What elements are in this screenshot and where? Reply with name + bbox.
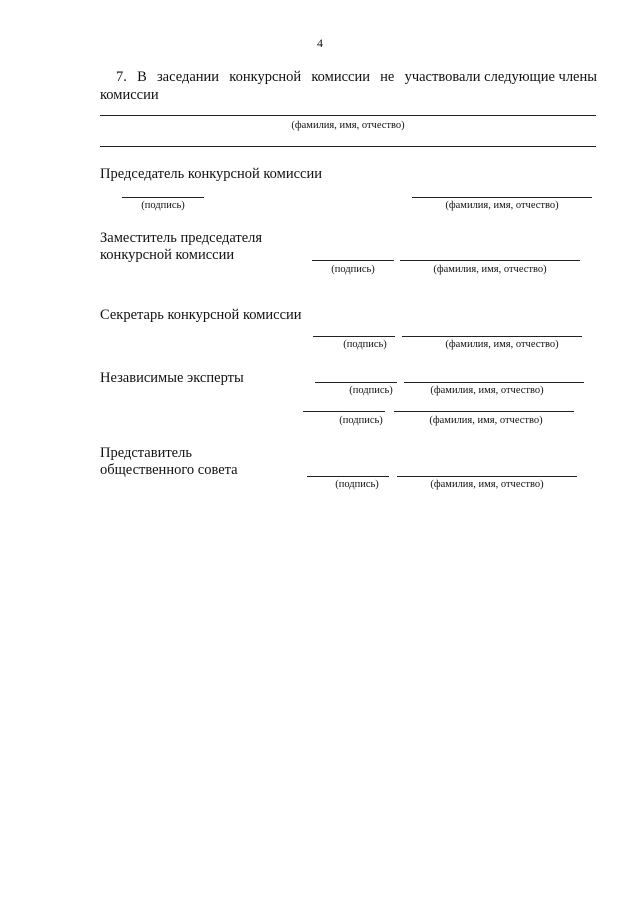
expert-2-fio-line[interactable] <box>394 411 574 412</box>
chairman-fio-line[interactable] <box>412 197 592 198</box>
fio-caption: (фамилия, имя, отчество) <box>429 415 543 426</box>
secretary-fio-line[interactable] <box>402 336 582 337</box>
council-fio-line[interactable] <box>397 476 577 477</box>
absent-members-line-1[interactable] <box>100 115 596 116</box>
fio-caption: (фамилия, имя, отчество) <box>433 264 547 275</box>
expert-1-fio-line[interactable] <box>404 382 584 383</box>
deputy-chairman-label-line-1: Заместитель председателя <box>100 230 263 246</box>
signature-caption: (подпись) <box>331 264 375 275</box>
paragraph-word: заседании <box>156 69 220 85</box>
fio-caption: (фамилия, имя, отчество) <box>445 339 559 350</box>
council-signature-line[interactable] <box>307 476 389 477</box>
council-rep-label-line-2: общественного совета <box>100 462 238 478</box>
absent-members-line-2[interactable] <box>100 146 596 147</box>
paragraph-word: участвовали следующие члены <box>404 69 597 85</box>
fio-caption: (фамилия, имя, отчество) <box>291 120 405 131</box>
signature-caption: (подпись) <box>349 385 393 396</box>
signature-caption: (подпись) <box>335 479 379 490</box>
deputy-chairman-label-line-2: конкурсной комиссии <box>100 247 235 263</box>
chairman-signature-line[interactable] <box>122 197 204 198</box>
paragraph-7-line-1 <box>116 68 597 87</box>
secretary-label: Секретарь конкурсной комиссии <box>100 307 302 323</box>
signature-caption: (подпись) <box>343 339 387 350</box>
paragraph-word: комиссии <box>311 69 370 85</box>
paragraph-7-line-2: комиссии <box>100 87 159 103</box>
deputy-signature-line[interactable] <box>312 260 394 261</box>
fio-caption: (фамилия, имя, отчество) <box>430 479 544 490</box>
expert-1-signature-line[interactable] <box>315 382 397 383</box>
page-number: 4 <box>317 36 323 50</box>
signature-caption: (подпись) <box>141 200 185 211</box>
experts-label: Независимые эксперты <box>100 370 244 386</box>
council-rep-label-line-1: Представитель <box>100 445 192 461</box>
fio-caption: (фамилия, имя, отчество) <box>445 200 559 211</box>
paragraph-word: В <box>137 69 147 85</box>
paragraph-word: не <box>380 69 395 85</box>
deputy-fio-line[interactable] <box>400 260 580 261</box>
paragraph-word: 7. <box>116 69 127 85</box>
fio-caption: (фамилия, имя, отчество) <box>430 385 544 396</box>
secretary-signature-line[interactable] <box>313 336 395 337</box>
expert-2-signature-line[interactable] <box>303 411 385 412</box>
paragraph-word: конкурсной <box>229 69 302 85</box>
chairman-label: Председатель конкурсной комиссии <box>100 166 322 182</box>
signature-caption: (подпись) <box>339 415 383 426</box>
